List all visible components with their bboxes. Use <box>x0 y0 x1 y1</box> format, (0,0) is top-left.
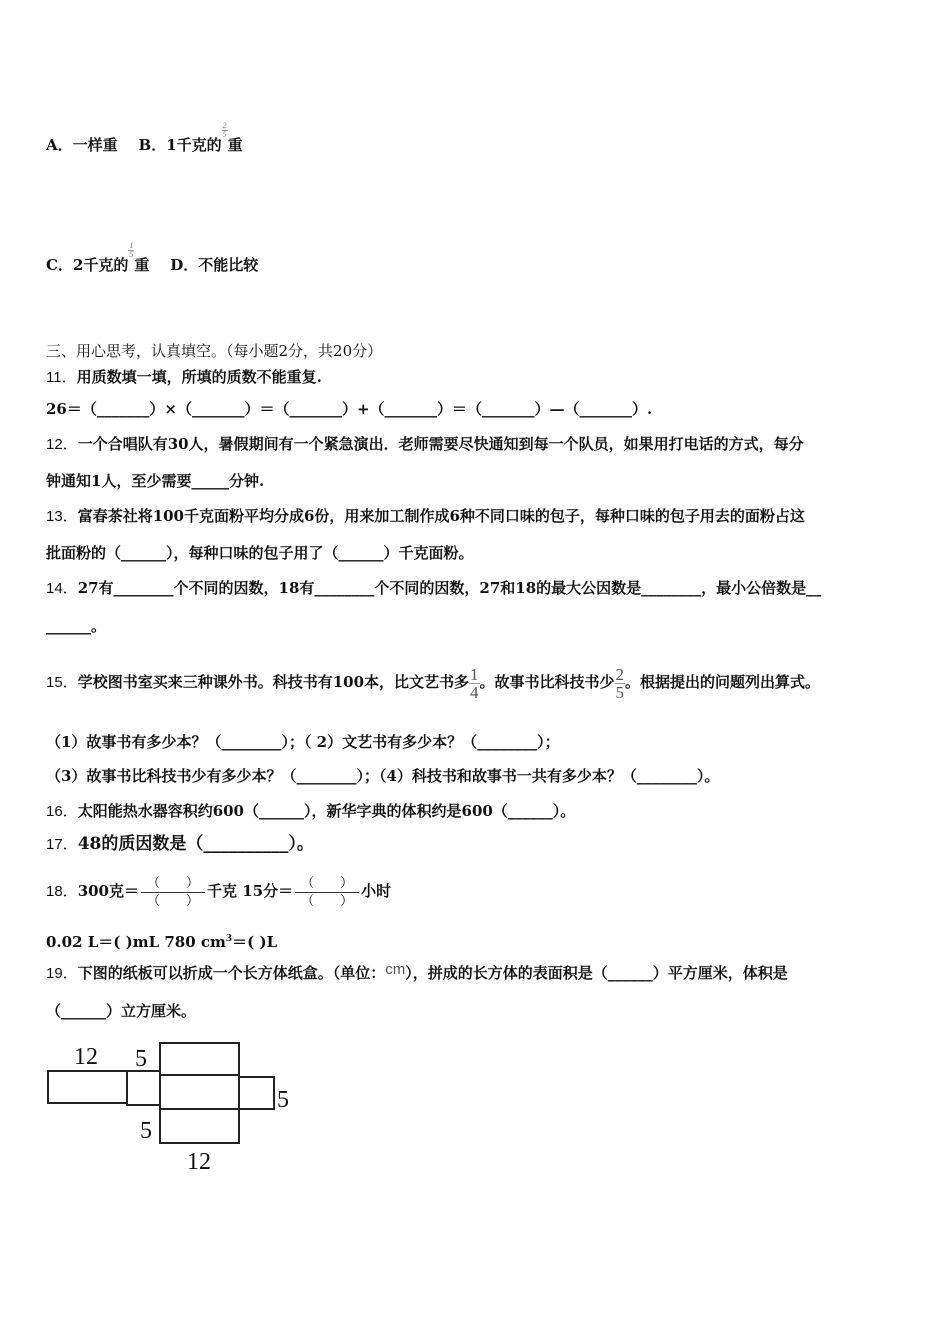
blank-fraction-kg[interactable]: $\frac{( )}{( )}$ <box>141 877 205 908</box>
question-16: 16．太阳能热水器容积约600（______），新华字典的体积约是600（______）。 <box>46 802 576 820</box>
net-face-middle <box>160 1075 239 1109</box>
option-c: C．2千克的 $\frac{1}{5}$ 重 <box>46 240 150 274</box>
option-row-ab <box>46 120 243 155</box>
question-13-line2: 批面粉的（______），每种口味的包子用了（______）千克面粉。 <box>46 544 474 562</box>
question-13: 13．富春茶社将100千克面粉平均分成6份，用来加工制作成6种不同口味的包子，每种口味的包子用去的面粉占这 <box>46 507 805 525</box>
section-heading: 三、用心思考，认真填空。（每小题2分，共20分） <box>46 342 383 360</box>
net-face-right <box>239 1077 274 1109</box>
question-19-line2: （______）立方厘米。 <box>46 1002 197 1020</box>
net-face-bottom <box>160 1109 239 1143</box>
blank-fraction-hour[interactable]: $\frac{( )}{( )}$ <box>295 877 359 908</box>
label-5-top: 5 <box>135 1046 147 1072</box>
question-15-sub2: （3）故事书比科技书少有多少本？（________）；（4）科技书和故事书一共有多少本？（________）。 <box>46 767 720 785</box>
question-19: 19．下图的纸板可以折成一个长方体纸盒。（单位：cm），拼成的长方体的表面积是（______）平方厘米，体积是 <box>46 961 788 982</box>
question-11-equation: 26＝（_______）×（_______）＝（_______）+（_______）＝（_______）—（_______）. <box>46 400 653 418</box>
question-15-sub1: （1）故事书有多少本？（________）；（ 2）文艺书有多少本？（________）； <box>46 733 560 751</box>
label-12-bottom: 12 <box>187 1149 211 1175</box>
option-row-cd <box>46 240 259 275</box>
question-17: 17．48的质因数是（__________）。 <box>46 834 314 854</box>
option-b: B．1千克的 $\frac{2}{5}$ 重 <box>138 120 243 154</box>
question-12-line2: 钟通知1人，至少需要_____分钟. <box>46 472 265 490</box>
fraction-one-quarter: $\frac{1}{4}$ <box>470 664 479 702</box>
question-11: 11．用质数填一填，所填的质数不能重复. <box>46 368 322 386</box>
question-14-line2: ______。 <box>46 617 107 635</box>
option-a: A．一样重 <box>46 136 118 154</box>
question-14: 14．27有________个不同的因数，18有________个不同的因数，27和18的最大公因数是________，最小公倍数是__ <box>46 579 822 597</box>
fraction-two-fifths: $\frac{2}{5}$ <box>615 664 625 702</box>
label-5-bottom: 5 <box>140 1118 152 1144</box>
question-18: 18．300克＝ $\frac{( )}{( )}$ 千克 15分＝ $\frac{( )}{( )}$ 小时 <box>46 875 392 909</box>
net-face-top <box>160 1043 239 1075</box>
question-18-line2: 0.02 L＝( )mL 780 $cm^3=$( )L <box>46 933 278 951</box>
question-12: 12．一个合唱队有30人，暑假期间有一个紧急演出．老师需要尽快通知到每一个队员，如果用打电话的方式，每分 <box>46 435 804 453</box>
label-5-right: 5 <box>277 1087 289 1113</box>
question-15: 15．学校图书室买来三种课外书。科技书有100本，比文艺书多 $\frac{1}{4}$ 。故事书比科技书少 $\frac{2}{5}$ 。根据提出的问题列出算式。 <box>46 664 821 702</box>
option-d: D．不能比较 <box>170 256 259 274</box>
fraction-c: $\frac{1}{5}$ <box>129 240 134 259</box>
fraction-b: $\frac{2}{5}$ <box>222 120 227 139</box>
net-face-left <box>48 1071 127 1103</box>
label-12-top: 12 <box>74 1044 98 1070</box>
net-face-left-small <box>127 1071 160 1105</box>
unit-cm: cm <box>385 961 406 978</box>
box-net-figure <box>40 1035 310 1180</box>
